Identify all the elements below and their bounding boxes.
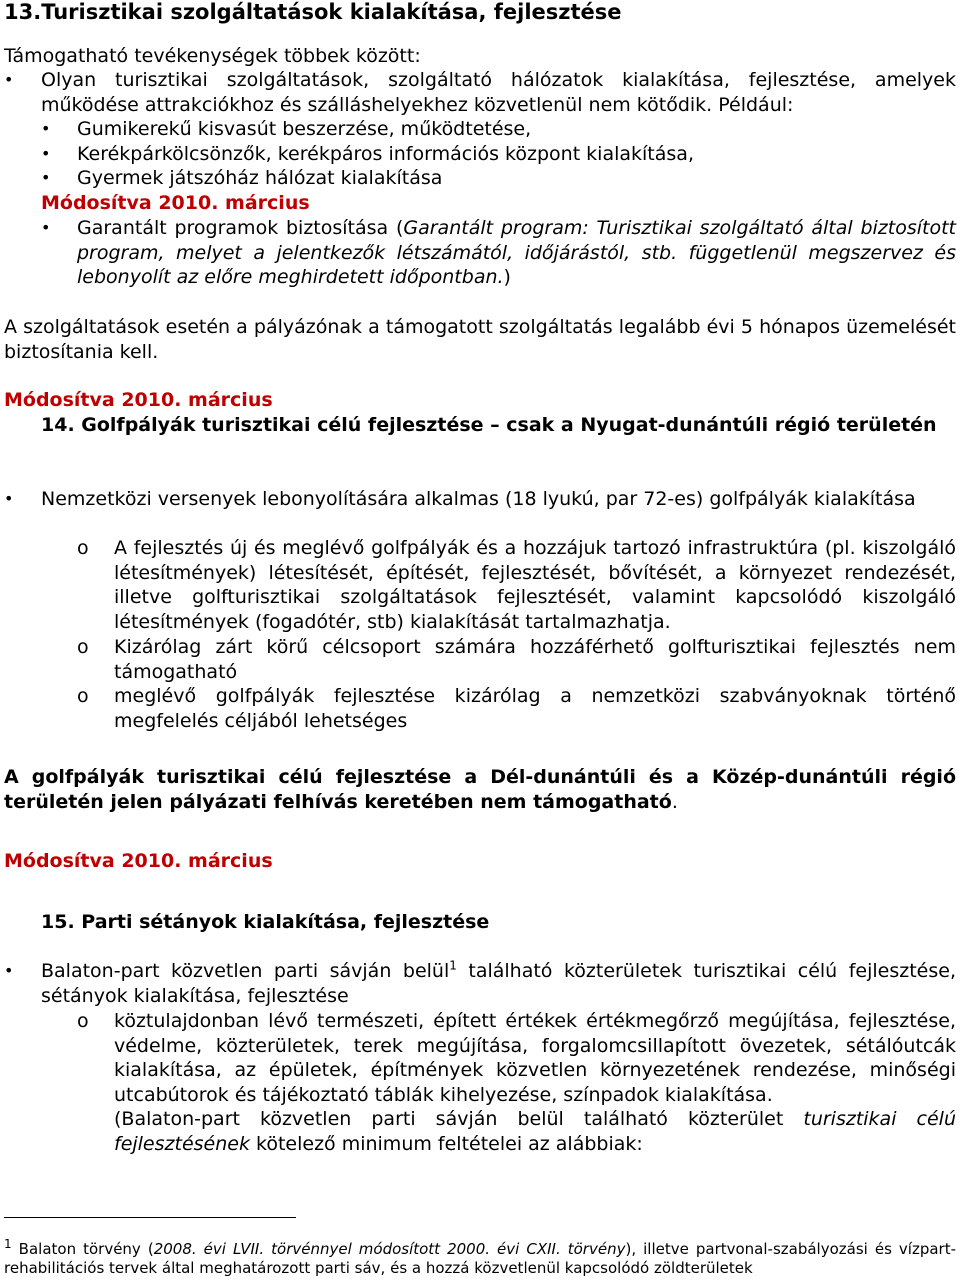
golf-restriction-text: A golfpályák turisztikai célú fejlesztése a Dél-dunántúli és a Közép-dunántúli régió területén jelen pályázati felhívás keretében nem támogatható	[4, 766, 956, 813]
guaranteed-definition: Garantált program: Turisztikai szolgáltató által biztosított program, melyet a jelentkezők létszámától, időjárástól, stb. függetlenül megszervez és lebonyolít az előre meghirdetett időpontban.	[77, 217, 956, 288]
bullet-icon: •	[41, 218, 51, 237]
circle-bullet-icon: o	[77, 537, 89, 559]
balaton-sub-item	[114, 1009, 956, 1156]
bullet-icon: •	[41, 119, 51, 138]
balaton-bullet	[41, 959, 956, 1008]
bullet-icon: •	[41, 168, 51, 187]
sub-item: Kerékpárkölcsönzők, kerékpáros információs központ kialakítása,	[77, 143, 694, 165]
bullet-icon: •	[4, 489, 14, 508]
sub-item: Gumikerekű kisvasút beszerzése, működtetése,	[77, 118, 532, 140]
circle-bullet-icon: o	[77, 685, 89, 707]
balaton-note-italic: turisztikai célú fejlesztésének	[114, 1108, 956, 1155]
main-bullet-text: Olyan turisztikai szolgáltatások, szolgáltató hálózatok kialakítása, fejlesztése, amelyek működése attrakciókhoz és szálláshelyekhez közvetlenül nem kötődik. Például:	[41, 69, 956, 116]
modified-label: Módosítva 2010. március	[41, 192, 310, 214]
section-heading-15: 15. Parti sétányok kialakítása, fejlesztése	[41, 911, 490, 933]
balaton-bullet-text-a: Balaton-part közvetlen parti sávján belül	[41, 960, 450, 982]
modified-label: Módosítva 2010. március	[4, 389, 273, 411]
footnote-text-a: Balaton törvény (	[11, 1240, 154, 1258]
golf-restriction-period: .	[671, 790, 678, 813]
balaton-sub-text: köztulajdonban lévő természeti, épített értékek értékmegőrző megújítása, fejlesztése, védelme, közterületek, terek megújítása, forgalomcsillapított övezetek, sétálóutcák kialakítása, az épületek, építmények közvetlen környezetének rendezése, minőségi utcabútorok és tájékoztató táblák kihelyezése, színpadok kialakítása.	[114, 1010, 956, 1106]
golf-sub-item: A fejlesztés új és meglévő golfpályák és a hozzájuk tartozó infrastruktúra (pl. kiszolgáló létesítmények) létesítését, építését, fejlesztését, bővítését, a környezet rendezését, illetve golfturisztikai szolgáltatások fejlesztését, valamint kapcsolódó kiszolgáló létesítmények (fogadótér, stb) kialakítását tartalmazhatja.	[114, 537, 956, 633]
sub-item: Gyermek játszóház hálózat kialakítása	[77, 167, 443, 189]
section-heading-13: 13.Turisztikai szolgáltatások kialakítása, fejlesztése	[4, 0, 622, 24]
service-paragraph: A szolgáltatások esetén a pályázónak a támogatott szolgáltatás legalább évi 5 hónapos üzemelését biztosítania kell.	[4, 316, 956, 363]
circle-bullet-icon: o	[77, 1010, 89, 1032]
balaton-note-b: kötelező minimum feltételei az alábbiak:	[249, 1132, 643, 1155]
golf-restriction-paragraph	[4, 765, 956, 814]
section-heading-14: 14. Golfpályák turisztikai célú fejlesztése – csak a Nyugat-dunántúli régió területén	[41, 414, 937, 436]
bullet-icon: •	[4, 70, 14, 89]
guaranteed-programs-item	[77, 216, 956, 290]
footnote-italic: 2008. évi LVII. törvénnyel módosított 2000. évi CXII. törvény	[153, 1240, 626, 1258]
circle-bullet-icon: o	[77, 636, 89, 658]
guaranteed-tail: )	[503, 266, 511, 288]
modified-label: Módosítva 2010. március	[4, 850, 273, 872]
bullet-icon: •	[41, 144, 51, 163]
intro-text: Támogatható tevékenységek többek között:	[4, 45, 421, 67]
guaranteed-lead: Garantált programok biztosítása (	[77, 217, 404, 239]
balaton-bullet-text-b: található közterületek turisztikai célú fejlesztése, sétányok kialakítása, fejlesztése	[41, 960, 956, 1007]
footnote	[4, 1237, 956, 1278]
footnote-reference: 1	[449, 958, 457, 973]
balaton-note-a: (Balaton-part közvetlen parti sávján belül található közterület	[114, 1108, 804, 1130]
golf-bullet: Nemzetközi versenyek lebonyolítására alkalmas (18 lyukú, par 72-es) golfpályák kialakítása	[41, 488, 916, 510]
footnote-number: 1	[4, 1237, 12, 1251]
golf-sub-item: meglévő golfpályák fejlesztése kizárólag a nemzetközi szabványoknak történő megfelelés céljából lehetséges	[114, 685, 956, 732]
golf-sub-item: Kizárólag zárt körű célcsoport számára hozzáférhető golfturisztikai fejlesztés nem támogatható	[114, 636, 956, 683]
bullet-icon: •	[4, 961, 14, 980]
footnote-text-b: ), illetve partvonal-szabályozási és vízpart-rehabilitációs tervek által meghatározott parti sáv, és a hozzá közvetlenül kapcsolódó zöldterületek	[4, 1240, 956, 1277]
footnote-separator	[4, 1217, 296, 1218]
